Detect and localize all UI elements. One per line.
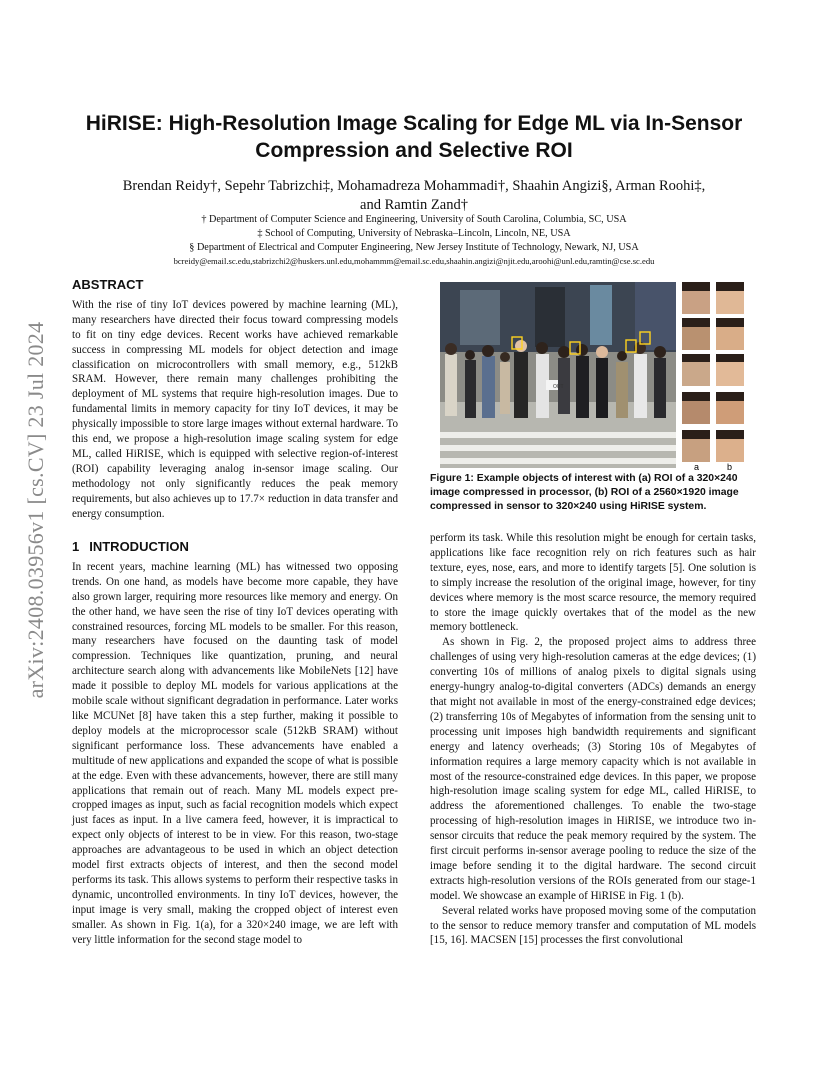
intro-number: 1 [72,539,80,554]
abstract-section [72,278,398,522]
building-right [635,282,676,350]
authors-line-2: and Ramtin Zand† [360,197,468,213]
intro-heading-text: INTRODUCTION [89,539,189,554]
right-paragraph-3: Several related works have proposed moving some of the computation to the sensor to reduce memory transfer and computation of ML models [15, 16]. MACSEN [15] processes the first convolutional [430,904,756,947]
arxiv-stamp [22,290,50,730]
right-paragraph-2: As shown in Fig. 2, the proposed project aims to address three challenges of using very high-resolution cameras at the edge devices; (1) converting 10s of millions of analog pixels to digital signals using energy-hungry analog-to-digital converters (ADCs) demands an energy that might not available in most of the energy-constrained edge devices; (2) transferring 10s of Megabytes of information from the sensing unit to processing unit imposes high bandwidth requirements and significant energy and latency overheads; (3) Storing 10s of Megabytes of information requires a large memory capacity which is not available in most of the resource-constrained edge devices. In this paper, we propose high-resolution image scaling system for edge ML, called HiRISE, to address the aforementioned challenges. To enable the two-stage processing of high-resolution images in HiRISE, we introduce two in-sensor circuits that reduce the peak memory required by the system. The first circuit performs in-sensor average pooling to reduce the size of the image before sending it to the digital hardware. The second circuit extracts high-resolution versions of the ROIs generated from our stage-1 model. We showcase an example of HiRISE in Fig. 1 (b). [430,636,756,902]
right-paragraph-1: perform its task. While this resolution might be enough for certain tasks, applications like face recognition rely on rich features such as hair texture, eyes, nose, ears, and more to identify targets [5]. One solution is to simply increase the resolution of the original image, however, for tiny devices where memory is the most scarce resource, the memory required to store the image quickly overtakes that of the model as the new memory bottleneck. [430,532,756,634]
title-line-1: HiRISE: High-Resolution Image Scaling for Edge ML via In-Sensor [85,112,743,135]
intro-heading [72,540,398,555]
author-emails: bcreidy@email.sc.edu,stabrizchi2@huskers.unl.edu,mohammm@email.sc.edu,shaahin.angizi@njit.edu,aroohi@unl.edu,ramtin@cse.sc.edu [173,256,655,266]
fig-label-a: a [694,462,700,472]
shop-entrance [535,287,565,347]
figure-1-caption: Figure 1: Example objects of interest with (a) ROI of a 320×240 image compressed in processor, (b) ROI of a 2560×1920 image compressed in sensor to 320×240 using HiRISE system. [430,473,739,512]
shop-window [460,290,500,345]
arxiv-stamp-text: arXiv:2408.03956v1 [cs.CV] 23 Jul 2024 [23,321,48,699]
intro-paragraph: In recent years, machine learning (ML) has witnessed two opposing trends. On one hand, as models have become more capable, they have also grown larger, requiring more resources like memory and energy. On the other hand, we have seen the rise of tiny IoT devices operating with constrained resources, forcing ML models to be smaller. For this reason, many researchers have focused on the daunting task of model compression. Techniques like quantization, pruning, and neural architecture search along with advancements like MobileNets [12] have made it possible to deploy ML models for various applications at the mobile scale without significant degradation in performance. Later works like MCUNet [8] have taken this a step further, making it possible to deploy models at the microprocessor scale (512kB SRAM) without significant performance loss. These advancements have enabled a multitude of new applications and expanded the scope of what is possible at the edge. Even with these advancements, however, there are still many applications that remain out of reach. Many ML models expect pre-cropped images as input, such as facial recognition models which expect just faces as input. In a live camera feed, however, it is impractical to expect only objects of interest to be in view. For this reason, two-stage approaches are advantageous to be used in which an object detection model first extracts objects of interest, and then the second model performs its task. This allows systems to perform their respective tasks in dynamic, uncontrolled environments. In tiny IoT devices, however, the input image is very small, making the cropped object of interest even smaller. As shown in Fig. 1(a), for a 320×240 image, we are left with very little information for the second stage model to [72,560,398,946]
abstract-heading: ABSTRACT [72,277,144,292]
abstract-text: With the rise of tiny IoT devices powered by machine learning (ML), many researchers have directed their focus toward compressing models to fit on tiny edge devices. Recent works have achieved remarkable success in compressing ML models for object detection and image classification on microcontrollers with small memory, e.g., 512kB SRAM. However, there remain many challenges prohibiting the deployment of ML systems that require high-resolution images. Due to fundamental limits in memory capacity for tiny IoT devices, it may be physically impossible to store large images without external hardware. To this end, we propose a high-resolution image scaling system for edge ML, called HiRISE, which is equipped with selective region-of-interest (ROI) capability leveraging analog in-sensor image scaling. Our methodology not only significantly reduces the peak memory requirements, but also achieves up to 17.7× reduction in data transfer and energy consumption. [72,298,398,520]
fig-label-b: b [727,462,733,472]
affiliation-2: ‡ School of Computing, University of Nebraska–Lincoln, Lincoln, NE, USA [257,228,571,239]
title-line-2: Compression and Selective ROI [255,139,573,162]
shopping-bag-sign: OUT [553,384,564,390]
right-column-text [430,531,756,948]
figure-1-image [440,282,745,468]
authors [60,177,768,215]
figure-labels [682,460,742,472]
affiliation-3: § Department of Electrical and Computer Engineering, New Jersey Institute of Technology, Newark, NJ, USA [189,242,639,253]
affiliation-1: † Department of Computer Science and Engineering, University of South Carolina, Columbia, SC, USA [201,214,627,225]
crosswalk-stripes [440,432,676,464]
introduction-section [72,540,398,947]
building-column [590,285,612,345]
affiliations [60,213,768,255]
authors-line-1: Brendan Reidy†, Sepehr Tabrizchi‡, Mohamadreza Mohammadi†, Shaahin Angizi§, Arman Roohi‡, [122,178,706,194]
paper-title [60,110,768,164]
